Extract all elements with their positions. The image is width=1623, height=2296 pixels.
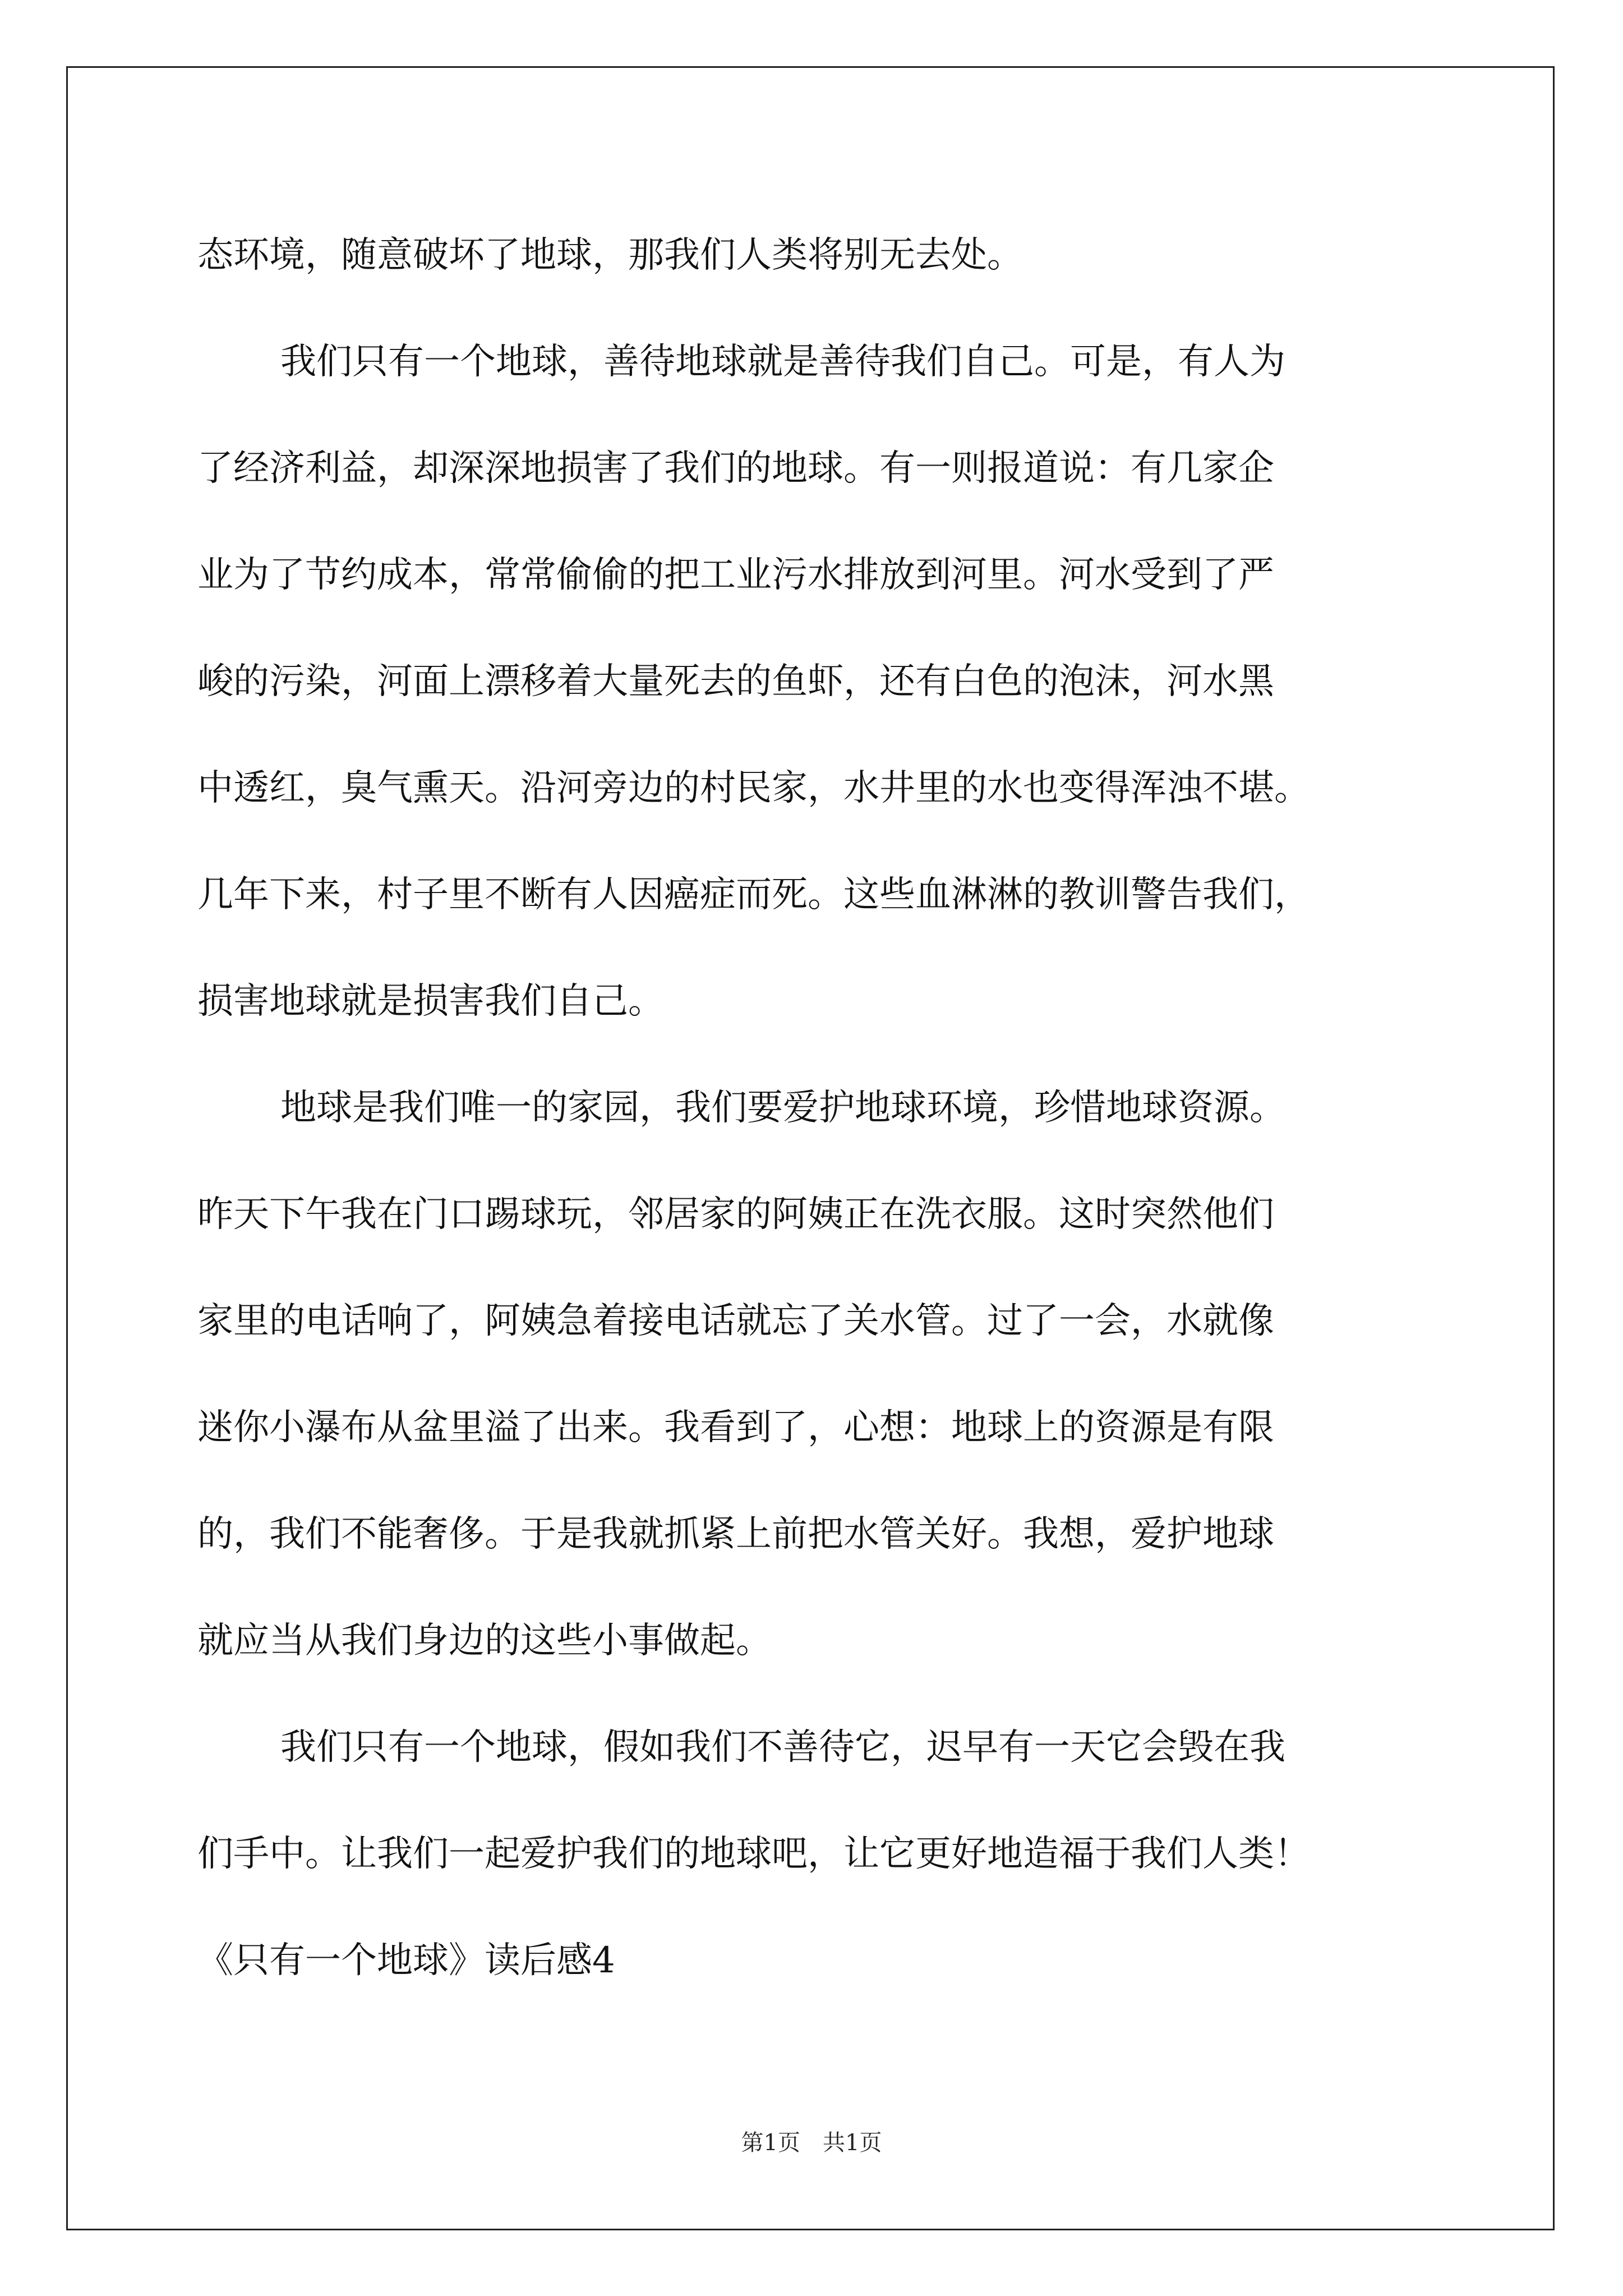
text-line: 昨天下午我在门口踢球玩，邻居家的阿姨正在洗衣服。这时突然他们 [197,1194,1274,1235]
text-line: 们手中。让我们一起爱护我们的地球吧，让它更好地造福于我们人类！ [197,1833,1310,1875]
paragraph-start-line: 地球是我们唯一的家园，我们要爱护地球环境，珍惜地球资源。 [280,1087,1285,1129]
document-body [197,202,1437,2014]
text-line: 家里的电话响了，阿姨急着接电话就忘了关水管。过了一会，水就像 [197,1300,1274,1342]
text-line: 了经济利益，却深深地损害了我们的地球。有一则报道说：有几家企 [197,448,1274,489]
section-heading: 《只有一个地球》读后感4 [197,1940,615,1981]
paragraph-start-line: 我们只有一个地球，善待地球就是善待我们自己。可是，有人为 [280,341,1285,383]
page-footer: 第1页 共1页 [741,2130,882,2156]
text-line: 态环境，随意破坏了地球，那我们人类将别无去处。 [197,234,1023,276]
paragraph-start-line: 我们只有一个地球，假如我们不善待它，迟早有一天它会毁在我 [280,1727,1285,1768]
text-line: 的，我们不能奢侈。于是我就抓紧上前把水管关好。我想，爱护地球 [197,1513,1274,1555]
text-line: 损害地球就是损害我们自己。 [197,981,664,1022]
text-line: 几年下来，村子里不断有人因癌症而死。这些血淋淋的教训警告我们， [197,874,1310,915]
text-line: 峻的污染，河面上漂移着大量死去的鱼虾，还有白色的泡沫，河水黑 [197,661,1274,702]
text-line: 迷你小瀑布从盆里溢了出来。我看到了，心想：地球上的资源是有限 [197,1407,1274,1448]
text-line: 业为了节约成本，常常偷偷的把工业污水排放到河里。河水受到了严 [197,554,1274,596]
text-line: 就应当从我们身边的这些小事做起。 [197,1620,772,1662]
text-line: 中透红，臭气熏天。沿河旁边的村民家，水井里的水也变得浑浊不堪。 [197,767,1310,809]
